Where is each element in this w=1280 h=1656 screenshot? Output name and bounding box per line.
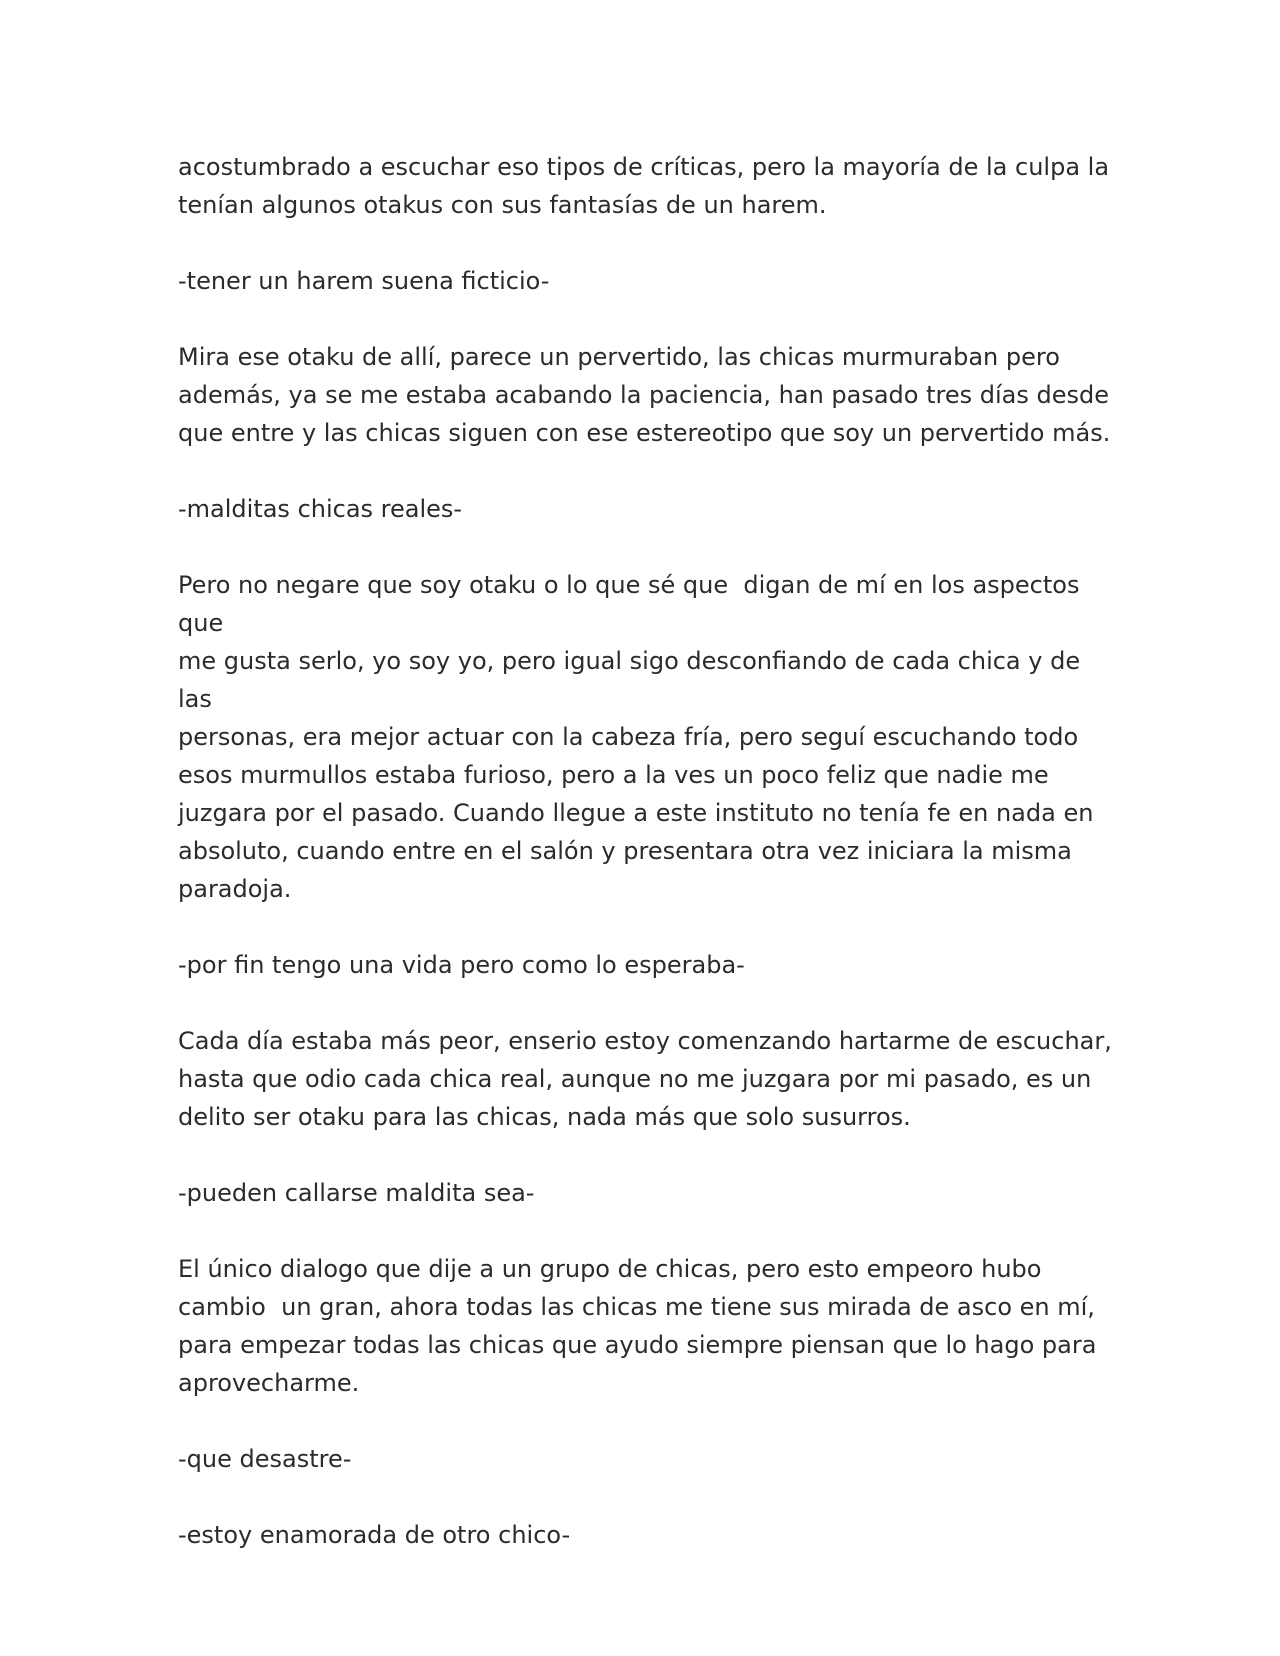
document-body (178, 148, 1118, 1554)
paragraph-intro-criticism: acostumbrado a escuchar eso tipos de críticas, pero la mayoría de la culpa la tenían algunos otakus con sus fantasías de un harem. (178, 153, 1110, 219)
paragraph-real-girls-thought: -malditas chicas reales- (178, 495, 463, 523)
paragraph-only-dialogue: El único dialogo que dije a un grupo de chicas, pero esto empeoro hubo cambio un gran, ahora todas las chicas me tiene sus mirada de asco en mí, para empezar todas las chicas que ayudo siempre piensan que lo hago para aprovecharme. (178, 1255, 1097, 1397)
paragraph-new-life-thought: -por fin tengo una vida pero como lo esperaba- (178, 951, 745, 979)
paragraph-otaku-identity: Pero no negare que soy otaku o lo que sé que digan de mí en los aspectos que me gusta serlo, yo soy yo, pero igual sigo desconfiando de cada chica y de las personas, era mejor actuar con la cabeza fría, pero seguí escuchando todo esos murmullos estaba furioso, pero a la ves un poco feliz que nadie me juzgara por el pasado. Cuando llegue a este instituto no tenía fe en nada en absoluto, cuando entre en el salón y presentara otra vez iniciara la misma paradoja. (178, 571, 1094, 903)
paragraph-shut-up-line: -pueden callarse maldita sea- (178, 1179, 535, 1207)
paragraph-disaster-thought: -que desastre- (178, 1445, 352, 1473)
paragraph-harem-thought: -tener un harem suena ficticio- (178, 267, 550, 295)
paragraph-in-love-line: -estoy enamorada de otro chico- (178, 1521, 571, 1549)
paragraph-getting-worse: Cada día estaba más peor, enserio estoy comenzando hartarme de escuchar, hasta que odio cada chica real, aunque no me juzgara por mi pasado, es un delito ser otaku para las chicas, nada más que solo susurros. (178, 1027, 1112, 1131)
paragraph-pervert-rumors: Mira ese otaku de allí, parece un pervertido, las chicas murmuraban pero además, ya se me estaba acabando la paciencia, han pasado tres días desde que entre y las chicas siguen con ese estereotipo que soy un pervertido más. (178, 343, 1111, 447)
